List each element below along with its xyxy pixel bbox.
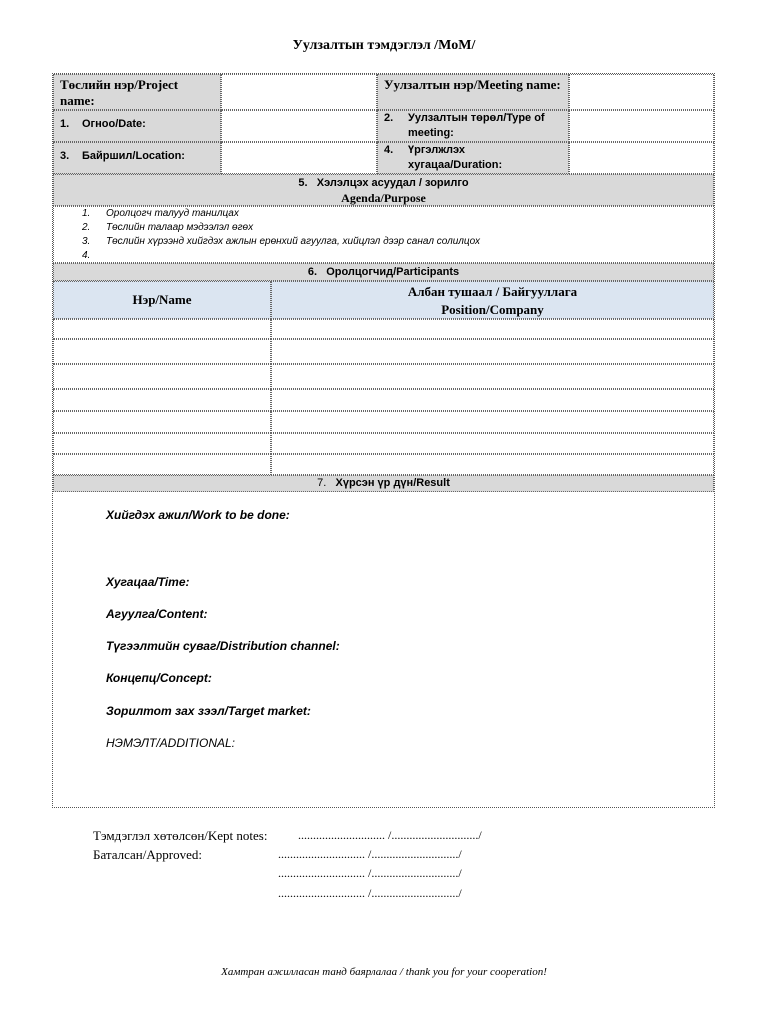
result-heading: 7. Хүрсэн үр дүн/Result <box>53 475 714 492</box>
table-row[interactable] <box>271 364 714 389</box>
approved-label: Баталсан/Approved: <box>93 847 202 862</box>
list-item: 4. <box>82 250 91 261</box>
project-name-field[interactable] <box>221 74 377 110</box>
table-row[interactable] <box>53 364 271 389</box>
table-row[interactable] <box>53 319 271 339</box>
meeting-name-field[interactable] <box>569 74 714 110</box>
approved-line-2[interactable]: ............................. /............................./ <box>278 866 462 880</box>
participants-heading: 6. Оролцогчид/Participants <box>53 263 714 281</box>
duration-field[interactable] <box>569 142 714 174</box>
table-row[interactable] <box>271 411 714 433</box>
meeting-name-label: Уулзалтын нэр/Meeting name: <box>377 74 569 110</box>
list-item: 2. Төслийн талаар мэдээлэл өгөх <box>82 222 254 233</box>
location-label: 3. Байршил/Location: <box>53 142 221 174</box>
approved-line-3[interactable]: ............................. /............................./ <box>278 886 462 900</box>
date-field[interactable] <box>221 110 377 142</box>
agenda-heading: 5. Хэлэлцэх асуудал / зорилго Agenda/Purpose <box>53 174 714 206</box>
list-item: 1. Оролцогч талууд танилцах <box>82 208 239 219</box>
result-work: Хийгдэх ажил/Work to be done: <box>106 508 290 522</box>
table-row[interactable] <box>53 389 271 411</box>
result-time: Хугацаа/Time: <box>106 575 190 589</box>
location-field[interactable] <box>221 142 377 174</box>
table-row[interactable] <box>53 433 271 454</box>
page-title: Уулзалтын тэмдэглэл /MoM/ <box>292 38 476 53</box>
table-row[interactable] <box>271 433 714 454</box>
result-additional: НЭМЭЛТ/ADDITIONAL: <box>106 736 236 750</box>
kept-notes-line[interactable]: ............................. /............................./ <box>298 828 482 842</box>
meeting-type-field[interactable] <box>569 110 714 142</box>
result-concept: Концепц/Concept: <box>106 671 212 685</box>
project-name-label: Төслийн нэр/Project name: <box>53 74 221 110</box>
table-row[interactable] <box>271 319 714 339</box>
meeting-type-label: 2. Уулзалтын төрөл/Type of meeting: <box>377 110 569 142</box>
table-row[interactable] <box>271 339 714 364</box>
duration-label: 4. Үргэлжлэх хугацаа/Duration: <box>377 142 569 174</box>
table-row[interactable] <box>53 454 271 475</box>
approved-line-1[interactable]: ............................. /............................./ <box>278 847 462 861</box>
table-row[interactable] <box>271 454 714 475</box>
table-row[interactable] <box>53 411 271 433</box>
result-distribution: Түгээлтийн суваг/Distribution channel: <box>106 639 340 653</box>
table-row[interactable] <box>271 389 714 411</box>
table-row[interactable] <box>53 339 271 364</box>
participants-col-position: Албан тушаал / Байгууллага Position/Company <box>271 281 714 319</box>
kept-notes-label: Тэмдэглэл хөтөлсөн/Kept notes: <box>93 828 268 843</box>
result-target: Зорилтот зах зээл/Target market: <box>106 704 311 718</box>
footer-thanks: Хамтран ажилласан танд баярлалаа / thank you for your cooperation! <box>221 966 547 978</box>
date-label: 1. Огноо/Date: <box>53 110 221 142</box>
list-item: 3. Төслийн хүрээнд хийгдэх ажлын ерөнхий агуулга, хийцлэл дээр санал солилцох <box>82 236 480 247</box>
participants-col-name: Нэр/Name <box>53 281 271 319</box>
agenda-list <box>53 206 714 263</box>
result-content: Агуулга/Content: <box>106 607 208 621</box>
